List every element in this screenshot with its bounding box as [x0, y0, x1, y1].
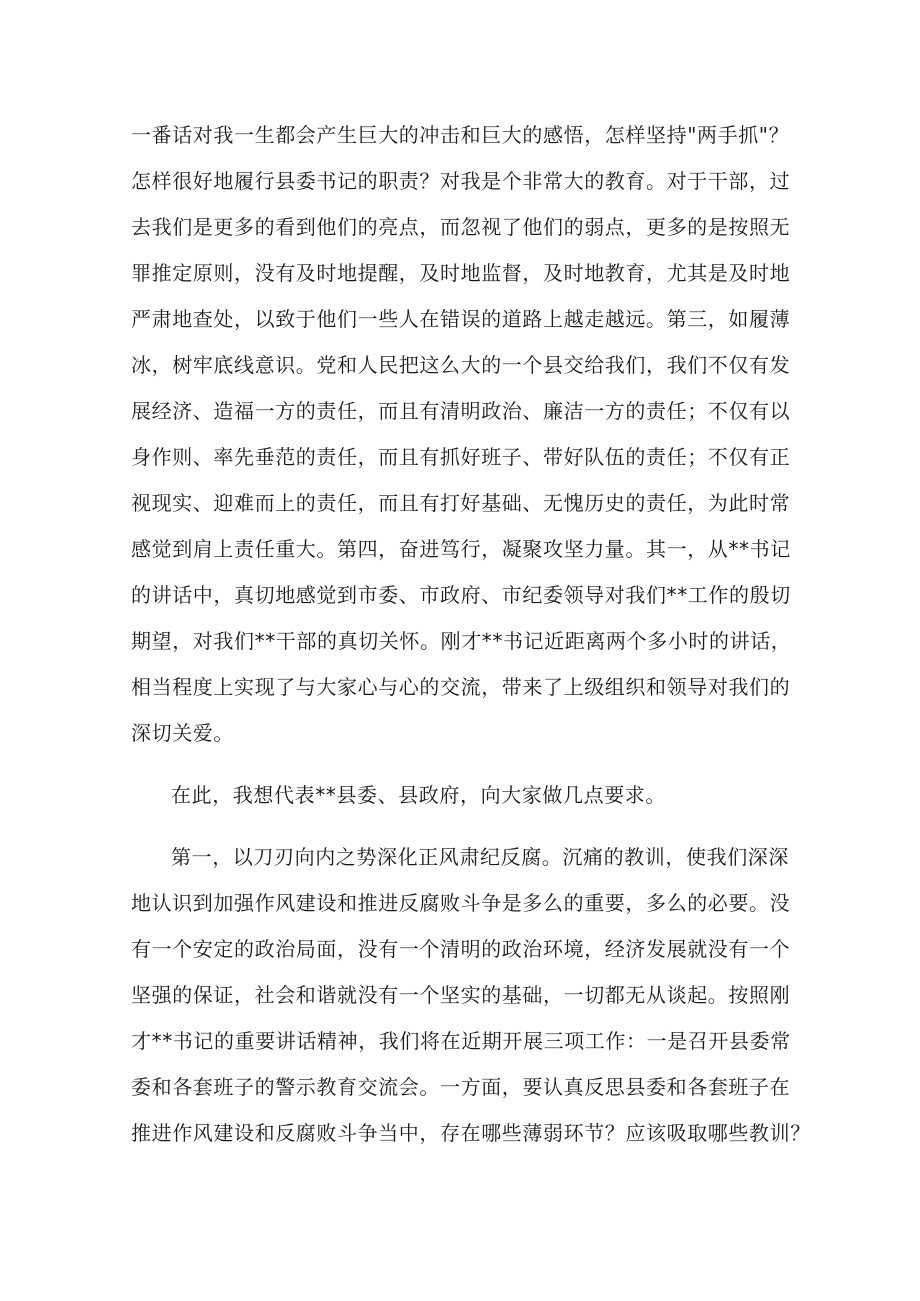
paragraph-3 — [131, 834, 811, 1156]
paragraph-gap — [131, 818, 811, 834]
text-line: 冰，树牢底线意识。党和人民把这么大的一个县交给我们，我们不仅有发 — [131, 353, 791, 377]
text-line: 推进作风建设和反腐败斗争当中，存在哪些薄弱环节？应该吸取哪些教训？ — [131, 1121, 811, 1145]
text-line: 第一，以刀刃向内之势深化正风肃纪反腐。沉痛的教训，使我们深深 — [171, 845, 789, 869]
text-line: 身作则、率先垂范的责任，而且有抓好班子、带好队伍的责任；不仅有正 — [131, 445, 791, 469]
text-line: 委和各套班子的警示教育交流会。一方面，要认真反思县委和各套班子在 — [131, 1075, 791, 1099]
text-line: 怎样很好地履行县委书记的职责？对我是个非常大的教育。对于干部，过 — [131, 169, 791, 193]
paragraph-1 — [131, 112, 811, 756]
document-body — [131, 112, 811, 1156]
text-line: 才**书记的重要讲话精神，我们将在近期开展三项工作：一是召开县委常 — [131, 1029, 791, 1053]
text-line: 一番话对我一生都会产生巨大的冲击和巨大的感悟，怎样坚持"两手抓"？ — [131, 123, 790, 147]
text-line: 在此，我想代表**县委、县政府，向大家做几点要求。 — [171, 783, 666, 807]
text-line: 期望，对我们**干部的真切关怀。刚才**书记近距离两个多小时的讲话， — [131, 629, 792, 653]
text-line: 去我们是更多的看到他们的亮点，而忽视了他们的弱点，更多的是按照无 — [131, 215, 791, 239]
text-line: 相当程度上实现了与大家心与心的交流，带来了上级组织和领导对我们的 — [131, 675, 791, 699]
text-line: 视现实、迎难而上的责任，而且有打好基础、无愧历史的责任，为此时常 — [131, 491, 791, 515]
text-line: 坚强的保证，社会和谐就没有一个坚实的基础，一切都无从谈起。按照刚 — [131, 983, 791, 1007]
text-line: 有一个安定的政治局面，没有一个清明的政治环境，经济发展就没有一个 — [131, 937, 791, 961]
text-line: 严肃地查处，以致于他们一些人在错误的道路上越走越远。第三，如履薄 — [131, 307, 791, 331]
text-line: 展经济、造福一方的责任，而且有清明政治、廉洁一方的责任；不仅有以 — [131, 399, 791, 423]
paragraph-2 — [131, 772, 811, 818]
text-line: 罪推定原则，没有及时地提醒，及时地监督，及时地教育，尤其是及时地 — [131, 261, 791, 285]
text-line: 感觉到肩上责任重大。第四，奋进笃行，凝聚攻坚力量。其一，从**书记 — [131, 537, 791, 561]
text-line: 深切关爱。 — [131, 721, 234, 745]
paragraph-gap — [131, 756, 811, 772]
text-line: 地认识到加强作风建设和推进反腐败斗争是多么的重要，多么的必要。没 — [131, 891, 791, 915]
text-line: 的讲话中，真切地感觉到市委、市政府、市纪委领导对我们**工作的殷切 — [131, 583, 791, 607]
